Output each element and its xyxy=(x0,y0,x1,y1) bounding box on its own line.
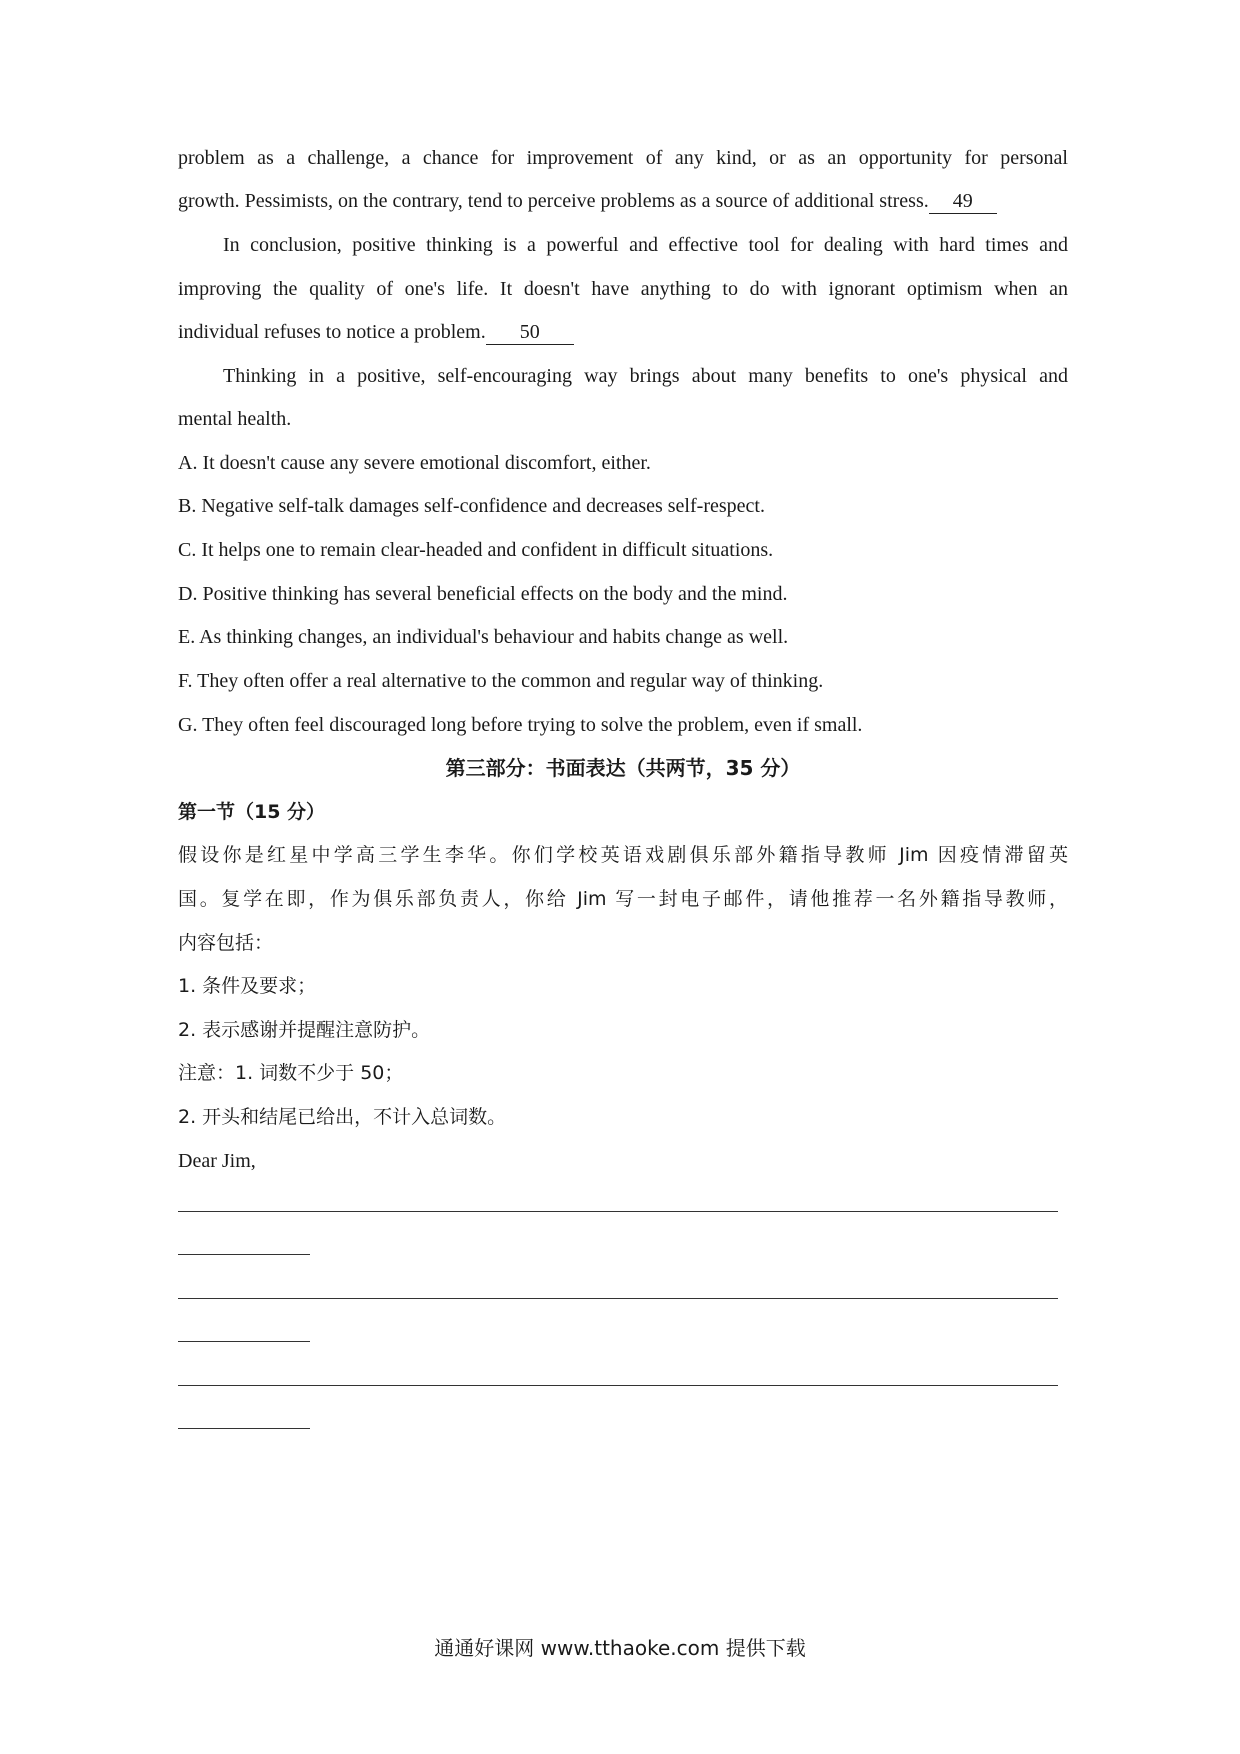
option-b: B. Negative self-talk damages self-confidence and decreases self-respect. xyxy=(178,495,765,517)
passage-line: mental health. xyxy=(178,408,292,430)
passage-text: growth. Pessimists, on the contrary, tend to perceive problems as a source of additional stress. xyxy=(178,190,929,212)
requirement-item-1: 1. 条件及要求； xyxy=(178,975,317,997)
writing-line xyxy=(178,1254,310,1255)
passage-line xyxy=(178,189,997,214)
salutation: Dear Jim, xyxy=(178,1150,256,1172)
option-a: A. It doesn't cause any severe emotional discomfort, either. xyxy=(178,452,651,474)
writing-line xyxy=(178,1298,1058,1299)
prompt-line: 假设你是红星中学高三学生李华。你们学校英语戏剧俱乐部外籍指导教师 Jim 因疫情滞留英 xyxy=(178,844,1068,866)
passage-text: individual refuses to notice a problem. xyxy=(178,321,486,343)
option-c: C. It helps one to remain clear-headed and confident in difficult situations. xyxy=(178,539,774,561)
option-e: E. As thinking changes, an individual's behaviour and habits change as well. xyxy=(178,626,789,648)
note-line-2: 2. 开头和结尾已给出，不计入总词数。 xyxy=(178,1106,507,1128)
prompt-line: 国。复学在即，作为俱乐部负责人，你给 Jim 写一封电子邮件，请他推荐一名外籍指导教师， xyxy=(178,888,1068,910)
option-f: F. They often offer a real alternative to the common and regular way of thinking. xyxy=(178,670,824,692)
answer-blank-49: 49 xyxy=(929,189,997,214)
option-d: D. Positive thinking has several beneficial effects on the body and the mind. xyxy=(178,583,788,605)
answer-blank-50: 50 xyxy=(486,320,574,345)
passage-line: improving the quality of one's life. It doesn't have anything to do with ignorant optimism when an xyxy=(178,278,1068,300)
writing-line xyxy=(178,1428,310,1429)
passage-line xyxy=(178,320,574,345)
writing-line xyxy=(178,1385,1058,1386)
prompt-line: 内容包括： xyxy=(178,932,274,954)
passage-line: In conclusion, positive thinking is a powerful and effective tool for dealing with hard times and xyxy=(223,234,1068,256)
writing-line xyxy=(178,1341,310,1342)
note-line-1: 注意：1. 词数不少于 50； xyxy=(178,1062,404,1084)
passage-line: Thinking in a positive, self-encouraging way brings about many benefits to one's physical and xyxy=(223,365,1068,387)
passage-line: problem as a challenge, a chance for improvement of any kind, or as an opportunity for personal xyxy=(178,147,1068,169)
page-footer: 通通好课网 www.tthaoke.com 提供下载 xyxy=(434,1636,806,1660)
section1-title: 第一节（15 分） xyxy=(178,801,326,823)
option-g: G. They often feel discouraged long before trying to solve the problem, even if small. xyxy=(178,714,863,736)
requirement-item-2: 2. 表示感谢并提醒注意防护。 xyxy=(178,1019,431,1041)
writing-line xyxy=(178,1211,1058,1212)
part3-heading: 第三部分：书面表达（共两节，35 分） xyxy=(445,756,801,780)
